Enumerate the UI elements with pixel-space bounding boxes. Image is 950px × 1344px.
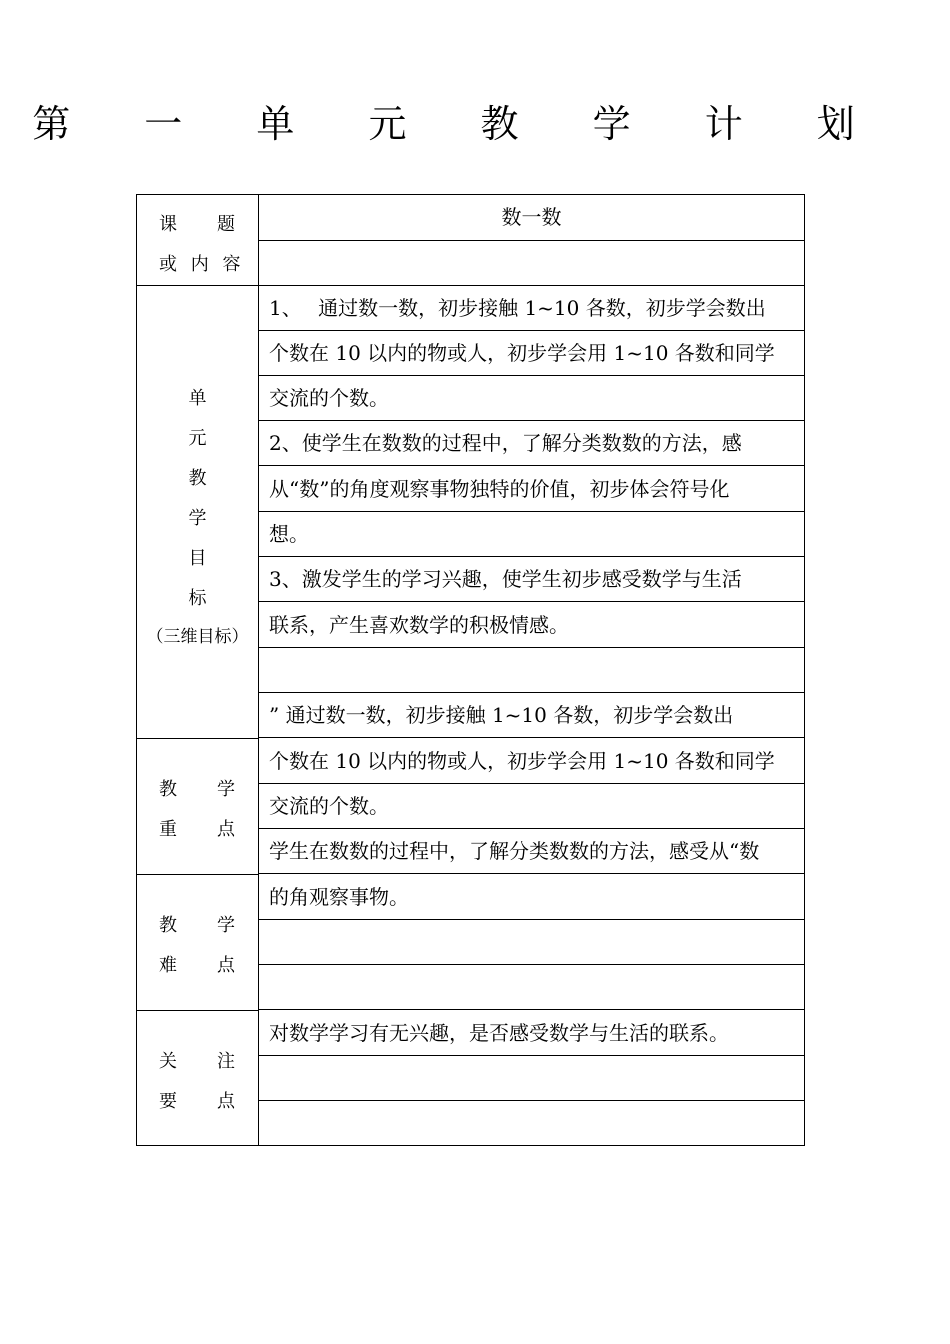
row-objective-3a: 3、激发学生的学习兴趣，使学生初步感受数学与生活 <box>259 557 804 602</box>
row-key-3: 学生在数数的过程中，了解分类数数的方法，感受从“数 <box>259 829 804 874</box>
label-objectives-sub: （三维目标） <box>146 627 249 647</box>
label-focus-char-2: 注 <box>217 1051 235 1072</box>
row-difficulty-1: 的角观察事物。 <box>259 875 804 920</box>
label-focus <box>137 1011 258 1147</box>
label-topic <box>137 195 258 286</box>
row-objective-2a: 2、使学生在数数的过程中，了解分类数数的方法，感 <box>259 421 804 466</box>
label-objectives <box>137 286 258 739</box>
row-key-1: 个数在 10 以内的物或人，初步学会用 1~10 各数和同学 <box>259 739 804 784</box>
label-objectives-char-6: 标 <box>188 588 207 609</box>
row-objective-1b: 个数在 10 以内的物或人，初步学会用 1~10 各数和同学 <box>259 331 804 376</box>
row-objective-3b: 联系，产生喜欢数学的积极情感。 <box>259 603 804 648</box>
row-objective-2b: 从“数”的角度观察事物独特的价值，初步体会符号化 <box>259 467 804 512</box>
label-focus-char-3: 要 <box>159 1091 177 1112</box>
label-key-points <box>137 739 258 875</box>
row-focus-3 <box>259 1101 804 1147</box>
label-objectives-char-3: 教 <box>188 468 207 489</box>
label-topic-char-1: 课 <box>159 214 177 235</box>
label-difficulties <box>137 875 258 1011</box>
row-objective-2c: 想。 <box>259 512 804 557</box>
label-focus-char-1: 关 <box>159 1051 177 1072</box>
row-objective-1a: 1、 通过数一数，初步接触 1~10 各数，初步学会数出 <box>259 286 804 331</box>
row-key-2: 交流的个数。 <box>259 784 804 829</box>
row-objective-4: ” 通过数一数，初步接触 1~10 各数，初步学会数出 <box>259 693 804 738</box>
label-column <box>137 195 259 1145</box>
label-focus-char-4: 点 <box>217 1091 235 1112</box>
label-objectives-char-2: 元 <box>188 428 207 449</box>
label-diff-char-1: 教 <box>159 915 177 936</box>
label-objectives-char-1: 单 <box>188 388 207 409</box>
row-difficulty-3 <box>259 965 804 1010</box>
label-topic-char-2: 题 <box>217 214 235 235</box>
row-difficulty-2 <box>259 920 804 965</box>
row-focus-1: 对数学学习有无兴趣，是否感受数学与生活的联系。 <box>259 1011 804 1056</box>
label-objectives-char-5: 目 <box>188 548 207 569</box>
row-topic-title: 数一数 <box>259 195 804 241</box>
page-title: 第 一 单 元 教 学 计 划 <box>32 102 886 146</box>
label-topic-line-2: 或 内 容 <box>159 254 245 275</box>
plan-table <box>136 194 805 1146</box>
row-focus-2 <box>259 1056 804 1101</box>
label-key-char-4: 点 <box>217 819 235 840</box>
row-topic-blank <box>259 241 804 286</box>
row-objective-1c: 交流的个数。 <box>259 376 804 421</box>
row-objective-blank <box>259 648 804 693</box>
label-diff-char-4: 点 <box>217 955 235 976</box>
content-column <box>259 195 804 1145</box>
label-objectives-char-4: 学 <box>188 508 207 529</box>
label-diff-char-2: 学 <box>217 915 235 936</box>
label-diff-char-3: 难 <box>159 955 177 976</box>
label-key-char-3: 重 <box>159 819 177 840</box>
label-key-char-2: 学 <box>217 779 235 800</box>
label-key-char-1: 教 <box>159 779 177 800</box>
